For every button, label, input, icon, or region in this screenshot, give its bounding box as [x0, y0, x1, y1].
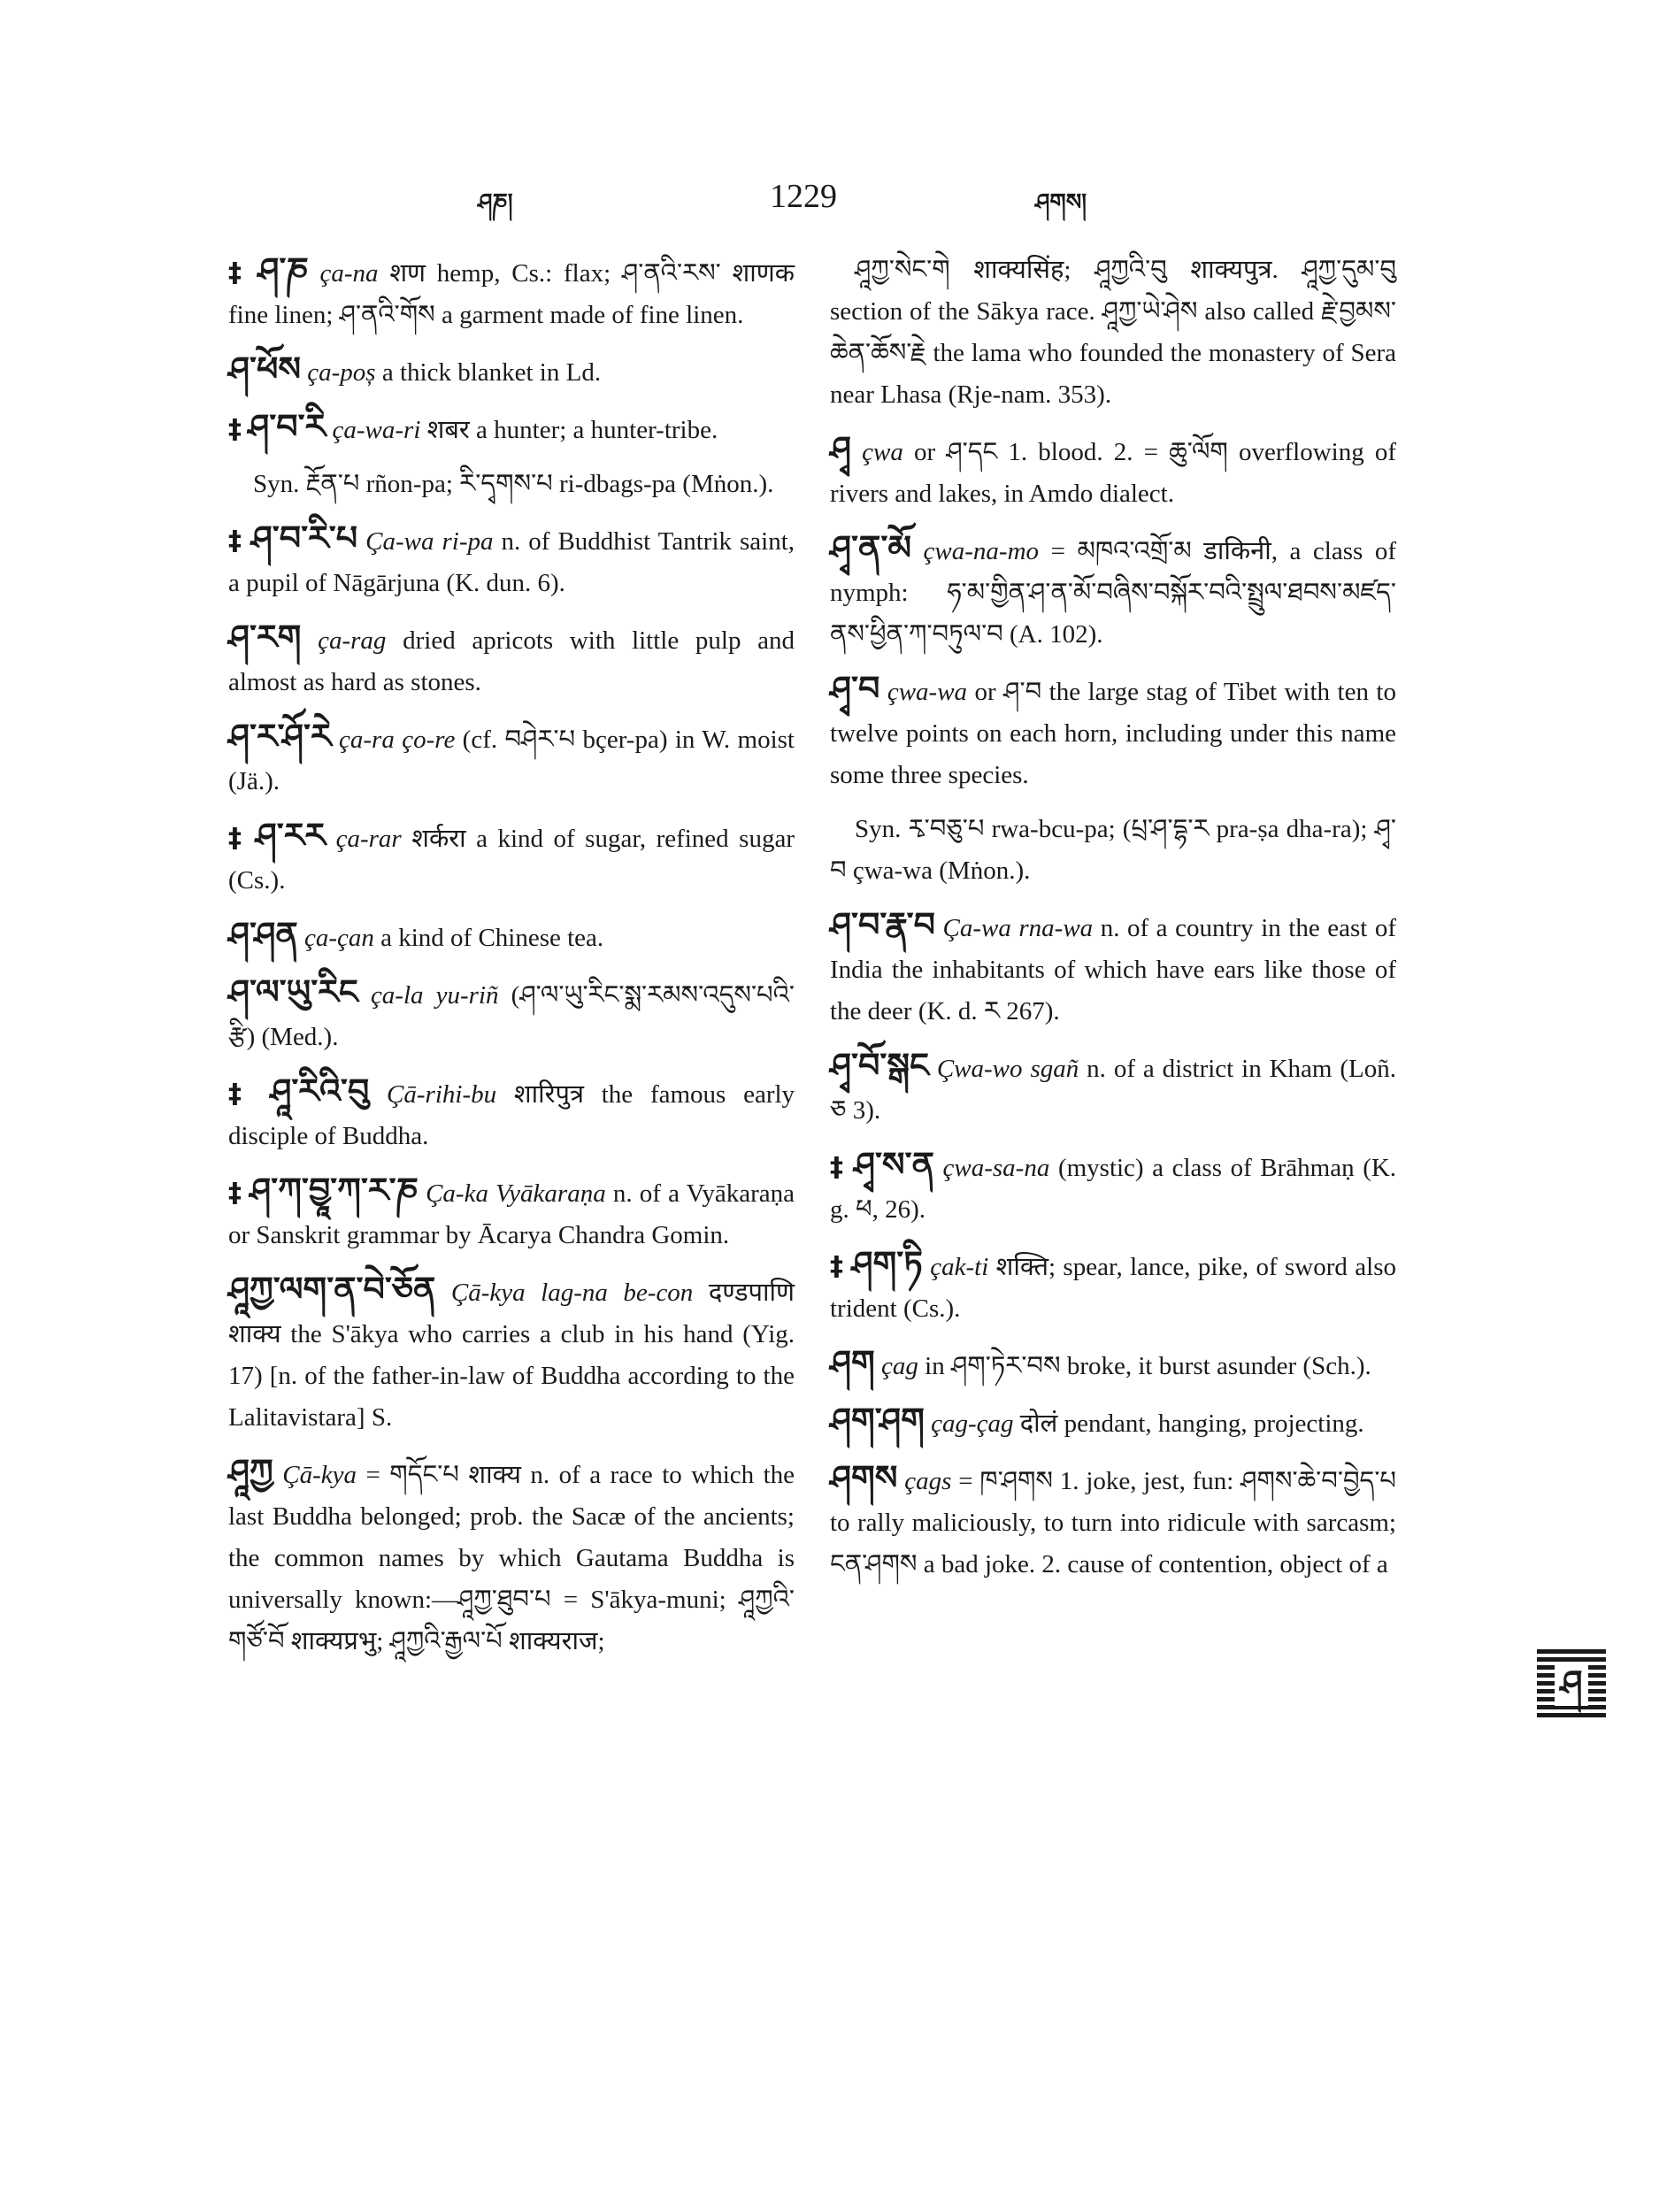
- entry-headword-tibetan: ཤ་བ་རི: [248, 407, 326, 446]
- entry-definition: or ཤ་བ the large stag of Tibet with ten to twelve points on each horn, including under this name some three species.: [830, 678, 1396, 789]
- entry-dagger: ‡: [228, 526, 243, 557]
- entry-definition: शक्ति; spear, lance, pike, of sword also trident (Cs.).: [830, 1253, 1397, 1323]
- entry-definition: शबर a hunter; a hunter-tribe.: [426, 416, 718, 444]
- entry-transliteration: ça-ra ço-re: [339, 726, 456, 754]
- entry-transliteration: ça-rar: [335, 825, 402, 853]
- dictionary-entry: [830, 250, 1396, 416]
- entry-headword-tibetan: ཤཱཀྱ་ལག་ན་བེ་ཅོན: [228, 1270, 436, 1309]
- dictionary-entry: [830, 904, 1396, 1033]
- dictionary-entry: [228, 349, 795, 394]
- entry-dagger: ‡: [228, 414, 242, 445]
- entry-headword-tibetan: ཤ་ཎ: [257, 250, 309, 289]
- dictionary-entry: [830, 1457, 1396, 1586]
- entry-headword-tibetan: ཤག་ཤག: [830, 1401, 925, 1440]
- entry-definition: Syn. རྔོན་པ rñon-pa; རི་དྭགས་པ ri-dbags-pa (Mṅon.).: [253, 470, 774, 498]
- entry-definition: a kind of Chinese tea.: [380, 924, 604, 952]
- dictionary-entry: [228, 716, 795, 803]
- entry-headword-tibetan: ཤྭ་ན་མོ: [830, 528, 911, 567]
- dictionary-entry: [830, 1045, 1396, 1132]
- dictionary-entry: [228, 1170, 795, 1256]
- thumb-index-tab: [1535, 1647, 1608, 1720]
- entry-definition: Syn. རྭ་བཅུ་པ rwa-bcu-pa; (པྲ་ཤ་དྷ་ར pra-ṣa dha-ra); ཤྭ་བ çwa-wa (Mṅon.).: [830, 815, 1396, 885]
- dictionary-entry: [228, 617, 795, 703]
- page-header: [0, 177, 1659, 230]
- entry-definition: दण्डपाणि शाक्य the S'ākya who carries a club in his hand (Yig. 17) [n. of the father-in-law of Buddha according to the Lalitavistara] S.: [228, 1279, 795, 1432]
- entry-transliteration: çag: [881, 1352, 918, 1380]
- dictionary-entry: [830, 1243, 1396, 1330]
- entry-transliteration: ça-la yu-riñ: [370, 981, 499, 1010]
- dictionary-entry: [228, 518, 795, 604]
- entry-definition: dried apricots with little pulp and almost as hard as stones.: [228, 626, 795, 696]
- entry-transliteration: çwa-na-mo: [923, 537, 1040, 565]
- dictionary-entry: [228, 914, 795, 959]
- entry-transliteration: Çā-kya lag-na be-con: [450, 1279, 694, 1307]
- entry-headword-tibetan: ཤ་རག: [228, 618, 302, 657]
- entry-transliteration: ça-çan: [303, 924, 374, 952]
- entry-headword-tibetan: ཤྭ་བ: [830, 669, 880, 708]
- dictionary-entry: [228, 464, 795, 505]
- entry-definition: शण hemp, Cs.: flax; ཤ་ནའི་རས་ शाणक fine linen; ཤ་ནའི་གོས a garment made of fine linen.: [228, 259, 795, 329]
- entry-definition: = ཁ་ཤགས 1. joke, jest, fun: ཤགས་ཆེ་བ་བྱེད་པ to rally maliciously, to turn into ridicule with sarcasm; ངན་ཤགས a bad joke. 2. cause of contention, object of a: [830, 1467, 1397, 1578]
- entry-headword-tibetan: ཤ་ཤན: [228, 915, 298, 954]
- entry-transliteration: Ça-wa rna-wa: [942, 914, 1094, 942]
- dictionary-entry: [830, 428, 1396, 515]
- entry-headword-tibetan: ཤ་ཀ་བྱཱ་ཀ་ར་ཎ: [250, 1171, 419, 1210]
- entry-transliteration: ça-wa-ri: [332, 416, 421, 444]
- entry-transliteration: çags: [904, 1467, 952, 1495]
- entry-headword-tibetan: ཤ་བ་རི་པ: [250, 518, 358, 557]
- thumb-index-box: [1537, 1649, 1606, 1718]
- dictionary-entry: [830, 1342, 1396, 1387]
- entry-headword-tibetan: ཤག་ཏི: [851, 1244, 923, 1283]
- dictionary-entry: [228, 1451, 795, 1663]
- dictionary-entry: [228, 250, 795, 336]
- dictionary-entry: [830, 1144, 1396, 1231]
- entry-transliteration: ça-na: [319, 259, 379, 288]
- entry-headword-tibetan: ཤ་བ་རྣ་བ: [830, 905, 935, 944]
- dictionary-entry: [830, 527, 1396, 656]
- dictionary-entry: [228, 815, 795, 902]
- entry-transliteration: çak-ti: [930, 1253, 989, 1281]
- entry-headword-tibetan: ཤ་ར་ཤོ་རེ: [228, 717, 332, 756]
- entry-transliteration: Ça-wa ri-pa: [365, 527, 494, 556]
- entry-headword-tibetan: ཤྭ་ས་ན: [853, 1145, 934, 1184]
- entry-dagger: ‡: [228, 1178, 242, 1209]
- entry-headword-tibetan: ཤཱ་རིའི་བུ: [270, 1071, 370, 1110]
- entry-definition: (ཤ་ལ་ཡུ་རིང་སྨ་རམས་འདུས་པའི་རྩི) (Med.).: [228, 981, 795, 1051]
- entry-definition: or ཤ་དང 1. blood. 2. = ཆུ་ལོག overflowing of rivers and lakes, in Amdo dialect.: [830, 438, 1397, 508]
- entry-transliteration: çag-çag: [931, 1409, 1014, 1438]
- right-column: [830, 250, 1396, 1598]
- entry-definition: (mystic) a class of Brāhmaṇ (K. g. ཕ, 26).: [830, 1154, 1397, 1224]
- entry-dagger: ‡: [228, 257, 247, 288]
- dictionary-entry: [830, 1400, 1396, 1445]
- entry-headword-tibetan: ཤ་ལ་ཡུ་རིང: [228, 972, 358, 1011]
- dictionary-entry: [228, 406, 795, 451]
- dictionary-entry: [228, 972, 795, 1058]
- entry-definition: दोलं pendant, hanging, projecting.: [1019, 1409, 1364, 1438]
- entry-transliteration: Çwa-wo sgañ: [936, 1055, 1079, 1083]
- entry-transliteration: çwa-wa: [887, 678, 968, 706]
- entry-dagger: ‡: [830, 1152, 846, 1183]
- entry-transliteration: Çā-rihi-bu: [387, 1080, 497, 1109]
- entry-definition: n. of a district in Kham (Loñ. ཅ 3).: [830, 1055, 1397, 1125]
- entry-definition: (cf. བཤེར་པ bçer-pa) in W. moist (Jä.).: [228, 726, 795, 795]
- entry-definition: n. of Buddhist Tantrik saint, a pupil of Nāgārjuna (K. dun. 6).: [228, 527, 795, 597]
- entry-definition: ཤཱཀྱ་སེང་གེ शाक्यसिंह; ཤཱཀྱའི་བུ शाक्यपुत्र. ཤཱཀྱ་དུམ་བུ section of the Sākya race. ཤཱཀྱ་ཡེ་ཤེས also called རྗེ་བྱམས་ཆེན་ཆོས་རྗེ the lama who founded the monastery of Sera near Lhasa (Rje-nam. 353).: [830, 256, 1396, 409]
- dictionary-entry: [830, 668, 1396, 796]
- header-left-word: ཤཎ།: [478, 189, 513, 216]
- entry-definition: n. of a country in the east of India the inhabitants of which have ears like those of the deer (K. d. ར 267).: [830, 914, 1397, 1025]
- left-column: [228, 250, 795, 1675]
- entry-headword-tibetan: ཤགས: [830, 1458, 898, 1497]
- dictionary-entry: [228, 1269, 795, 1439]
- entry-headword-tibetan: ཤག: [830, 1343, 875, 1382]
- page-number: 1229: [770, 178, 837, 215]
- entry-headword-tibetan: ཤྭ་བོ་སྒང: [830, 1046, 929, 1085]
- entry-dagger: ‡: [228, 823, 246, 854]
- entry-transliteration: çwa: [862, 438, 903, 466]
- entry-headword-tibetan: ཤྭ: [830, 429, 852, 468]
- entry-definition: n. of a Vyākaraṇa or Sanskrit grammar by Ācarya Chandra Gomin.: [228, 1179, 795, 1249]
- entry-transliteration: Çā-kya: [282, 1461, 357, 1489]
- entry-definition: शारिपुत्र the famous early disciple of Buddha.: [228, 1080, 795, 1150]
- dictionary-entry: [830, 809, 1396, 892]
- dictionary-entry: [228, 1071, 795, 1157]
- thumb-index-glyph: ཤ: [1555, 1662, 1587, 1706]
- entry-dagger: ‡: [830, 1251, 845, 1282]
- header-right-word: ཤགས།: [1035, 189, 1087, 216]
- entry-dagger: ‡: [228, 1079, 253, 1110]
- entry-transliteration: ça-poș: [307, 358, 376, 387]
- entry-headword-tibetan: ཤཱཀྱ: [228, 1452, 273, 1491]
- entry-transliteration: ça-rag: [318, 626, 387, 655]
- entry-transliteration: çwa-sa-na: [942, 1154, 1050, 1182]
- entry-headword-tibetan: ཤ་ཕོས: [228, 349, 302, 388]
- entry-definition: = གདོང་པ शाक्य n. of a race to which the last Buddha belonged; prob. the Sacæ of the ancients; the common names by which Gautama Buddha is universally known:—ཤཱཀྱ་ཐུབ་པ = S'ākya-muni; ཤཱཀྱའི་གཙོ་བོ शाक्यप्रभु; ཤཱཀྱའི་རྒྱལ་པོ शाक्यराज;: [228, 1461, 795, 1655]
- entry-definition: a thick blanket in Ld.: [381, 358, 602, 387]
- entry-transliteration: Ça-ka Vyākaraṇa: [426, 1179, 606, 1208]
- entry-headword-tibetan: ཤ་རར: [255, 816, 326, 855]
- entry-definition: in ཤག་ཏེར་བས broke, it burst asunder (Sch.).: [925, 1352, 1371, 1380]
- entry-definition: शर्करा a kind of sugar, refined sugar (Cs.).: [228, 825, 795, 895]
- entry-definition: = མཁའ་འགྲོ་མ डाकिनी, a class of nymph: ཧ་མ་གྱིན་ཤ་ན་མོ་བཞིས་བསྐོར་བའི་སྤྲུལ་ཐབས་མཛད་ནས་ཕྱིན་ཀ་བཏུལ་བ (A. 102).: [830, 537, 1397, 649]
